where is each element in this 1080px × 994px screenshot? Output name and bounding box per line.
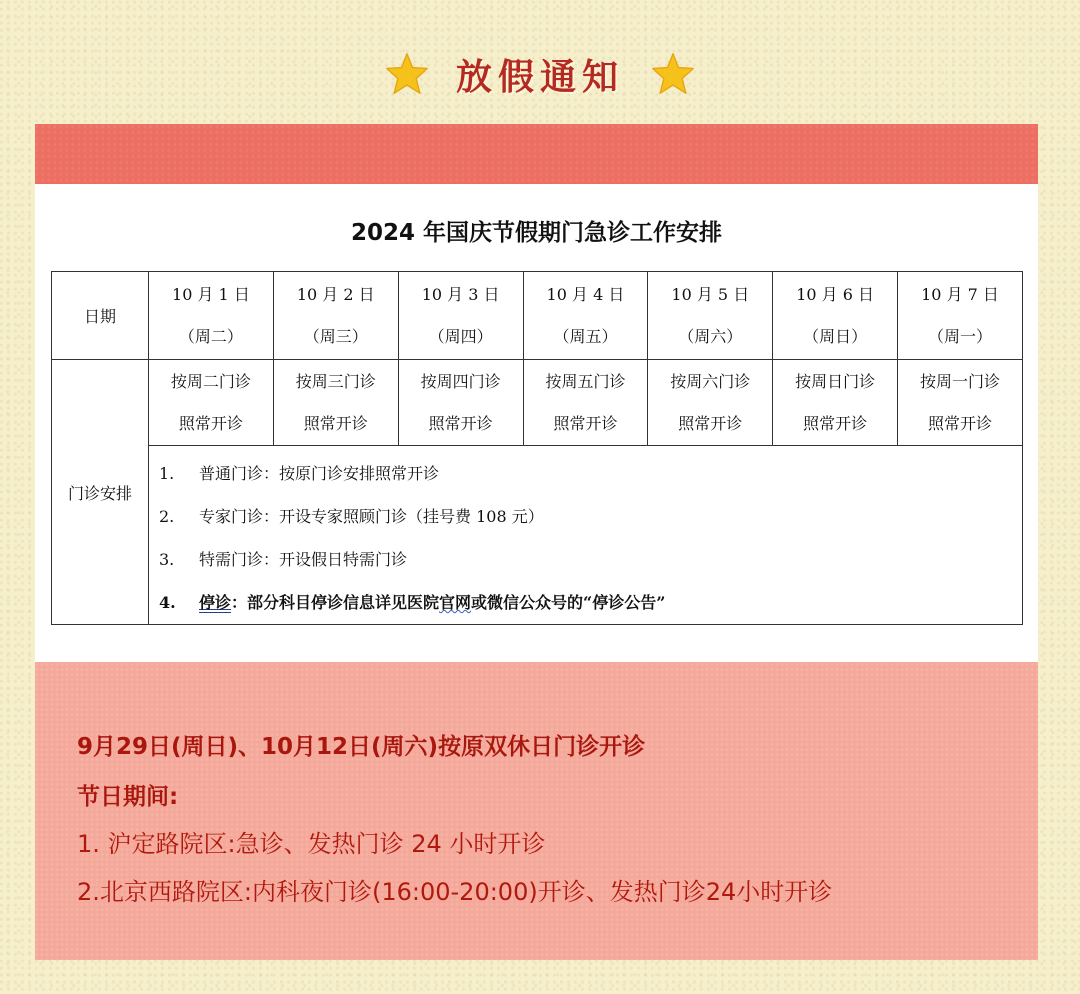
star-icon	[650, 51, 696, 97]
date-row-label: 日期	[52, 272, 149, 360]
campus-info-item: 1. 沪定路院区:急诊、发热门诊 24 小时开诊	[77, 830, 546, 858]
schedule-document	[35, 184, 1038, 662]
note-item: 4. 停诊：部分科目停诊信息详见医院官网或微信公众号的“停诊公告”	[159, 593, 666, 612]
page-title: 放假通知	[455, 56, 624, 98]
date-cell: 10 月 6 日 （周日）	[773, 272, 898, 360]
arrangement-cell: 按周一门诊 照常开诊	[898, 360, 1023, 446]
arrangement-cell: 按周三门诊 照常开诊	[273, 360, 398, 446]
notes-row	[52, 446, 1023, 625]
date-cell: 10 月 4 日 （周五）	[523, 272, 648, 360]
red-band	[35, 124, 1038, 184]
date-cell: 10 月 1 日 （周二）	[149, 272, 274, 360]
date-cell: 10 月 2 日 （周三）	[273, 272, 398, 360]
document-title: 2024 年国庆节假期门急诊工作安排	[350, 220, 723, 246]
holiday-info-panel	[35, 662, 1038, 960]
clinic-row-label: 门诊安排	[52, 360, 149, 625]
date-row	[52, 272, 1023, 360]
note-item: 1. 普通门诊：按原门诊安排照常开诊	[159, 464, 440, 483]
date-cell: 10 月 7 日 （周一）	[898, 272, 1023, 360]
makeup-day-notice: 9月29日(周日)、10月12日(周六)按原双休日门诊开诊	[77, 734, 646, 760]
arrangement-cell: 按周六门诊 照常开诊	[648, 360, 773, 446]
note-item: 2. 专家门诊：开设专家照顾门诊（挂号费 108 元）	[159, 507, 544, 526]
schedule-table	[51, 271, 1023, 625]
star-icon	[384, 51, 430, 97]
date-cell: 10 月 5 日 （周六）	[648, 272, 773, 360]
holiday-period-heading: 节日期间:	[77, 784, 179, 810]
arrangement-cell: 按周四门诊 照常开诊	[398, 360, 523, 446]
notice-header	[0, 42, 1080, 106]
date-cell: 10 月 3 日 （周四）	[398, 272, 523, 360]
note-item: 3. 特需门诊：开设假日特需门诊	[159, 550, 408, 569]
arrangement-cell: 按周五门诊 照常开诊	[523, 360, 648, 446]
campus-info-item: 2.北京西路院区:内科夜门诊(16:00-20:00)开诊、发热门诊24小时开诊	[77, 878, 833, 906]
arrangement-cell: 按周日门诊 照常开诊	[773, 360, 898, 446]
arrangement-row	[52, 360, 1023, 446]
arrangement-cell: 按周二门诊 照常开诊	[149, 360, 274, 446]
notes-cell	[149, 446, 1023, 625]
